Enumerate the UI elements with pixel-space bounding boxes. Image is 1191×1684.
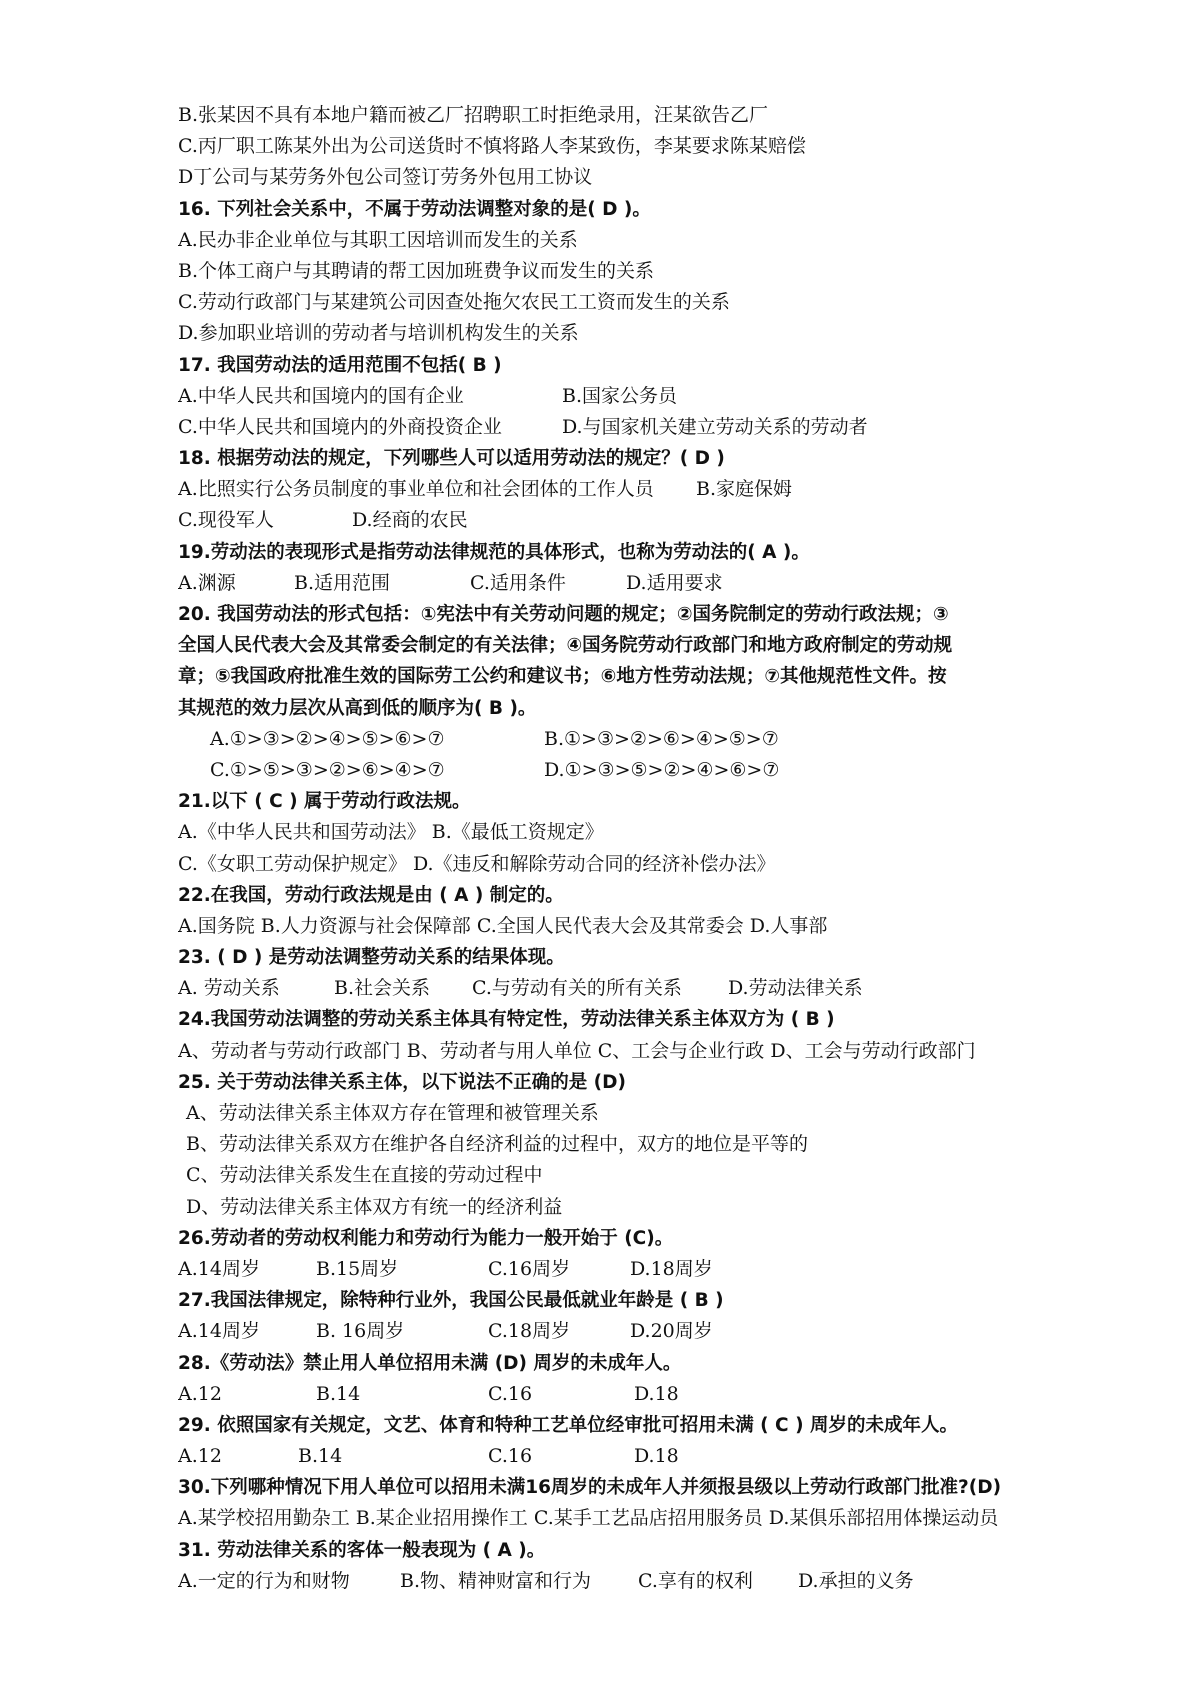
answer-option: A.中华人民共和国境内的国有企业: [178, 384, 464, 407]
question-stem-line: 29. 依照国家有关规定，文艺、体育和特种工艺单位经审批可招用未满 ( C ) 周岁的未成年人。: [178, 1414, 958, 1436]
answer-option: C.劳动行政部门与某建筑公司因查处拖欠农民工工资而发生的关系: [178, 291, 730, 314]
answer-options-line: [178, 1036, 1098, 1067]
answer-option: C.适用条件: [470, 571, 566, 594]
answer-option: D丁公司与某劳务外包公司签订劳务外包用工协议: [178, 166, 593, 189]
answer-options-line: [178, 505, 1098, 536]
answer-option: A.某学校招用勤杂工 B.某企业招用操作工 C.某手工艺品店招用服务员 D.某俱乐部招用体操运动员: [178, 1507, 999, 1530]
question-stem-line: 31. 劳动法律关系的客体一般表现为 ( A )。: [178, 1539, 546, 1561]
answer-option: B. 16周岁: [316, 1320, 405, 1343]
answer-options-line: [178, 568, 1098, 599]
question-stem-line: 20. 我国劳动法的形式包括：①宪法中有关劳动问题的规定；②国务院制定的劳动行政法规；③: [178, 604, 949, 625]
answer-options-line: [178, 412, 1098, 443]
answer-options-line: [178, 1254, 1098, 1285]
answer-options-line: [178, 1129, 1098, 1160]
answer-options-line: [178, 1503, 1098, 1534]
answer-option: C.16: [488, 1382, 533, 1405]
answer-option: D.①>③>⑤>②>④>⑥>⑦: [544, 758, 780, 781]
question-stem-line: 全国人民代表大会及其常委会制定的有关法律；④国务院劳动行政部门和地方政府制定的劳动规: [178, 635, 953, 657]
answer-options-line: [178, 817, 1098, 848]
answer-option: A.14周岁: [178, 1257, 260, 1280]
answer-option: D.18周岁: [630, 1257, 713, 1280]
answer-options-line: [178, 1316, 1098, 1347]
answer-option: C.现役军人: [178, 509, 274, 532]
answer-options-line: [178, 1566, 1098, 1597]
answer-options-line: [178, 755, 1098, 786]
answer-option: C.中华人民共和国境内的外商投资企业: [178, 415, 502, 438]
answer-option: A.比照实行公务员制度的事业单位和社会团体的工作人员: [178, 478, 654, 501]
question-stem-line: 19.劳动法的表现形式是指劳动法律规范的具体形式，也称为劳动法的( A )。: [178, 541, 810, 563]
question-stem-line: 章；⑤我国政府批准生效的国际劳工公约和建议书；⑥地方性劳动法规；⑦其他规范性文件。按: [178, 666, 947, 688]
answer-options-line: [178, 256, 1098, 287]
question-stem-line: 26.劳动者的劳动权利能力和劳动行为能力一般开始于 (C)。: [178, 1227, 674, 1249]
answer-options-line: [178, 1160, 1098, 1191]
answer-option: A.14周岁: [178, 1320, 260, 1343]
answer-option: D.适用要求: [626, 571, 723, 594]
answer-option: D.劳动法律关系: [728, 977, 863, 1000]
answer-options-line: [178, 225, 1098, 256]
question-stem-line: 25. 关于劳动法律关系主体，以下说法不正确的是 (D): [178, 1071, 626, 1093]
answer-option: B.物、精神财富和行为: [400, 1569, 592, 1592]
answer-option: B.家庭保姆: [696, 478, 793, 501]
answer-option: B.适用范围: [294, 571, 391, 594]
answer-option: A、劳动者与劳动行政部门 B、劳动者与用人单位 C、工会与企业行政 D、工会与劳动行政部门: [178, 1039, 976, 1062]
question-stem-line: 21.以下 ( C ) 属于劳动行政法规。: [178, 791, 471, 813]
answer-options-line: [178, 911, 1098, 942]
answer-option: C、劳动法律关系发生在直接的劳动过程中: [186, 1164, 543, 1187]
answer-option: A.12: [178, 1382, 222, 1405]
question-stem-line: 22.在我国，劳动行政法规是由 ( A ) 制定的。: [178, 884, 564, 906]
answer-option: D.承担的义务: [798, 1569, 914, 1592]
answer-option: B.社会关系: [334, 977, 431, 1000]
question-stem-line: 30.下列哪种情况下用人单位可以招用未满16周岁的未成年人并须报县级以上劳动行政部门批准?(D): [178, 1477, 1002, 1499]
answer-option: C.与劳动有关的所有关系: [472, 977, 682, 1000]
answer-option: B.个体工商户与其聘请的帮工因加班费争议而发生的关系: [178, 259, 655, 282]
question-stem-line: 18. 根据劳动法的规定，下列哪些人可以适用劳动法的规定？( D ): [178, 448, 725, 470]
answer-options-line: [178, 973, 1098, 1004]
answer-option: A、劳动法律关系主体双方存在管理和被管理关系: [186, 1102, 599, 1124]
answer-option: C.16周岁: [488, 1257, 571, 1280]
answer-option: B.15周岁: [316, 1257, 399, 1280]
answer-option: B.14: [298, 1445, 343, 1468]
question-list: [178, 100, 1098, 1597]
answer-option: A.12: [178, 1445, 222, 1468]
answer-option: A.《中华人民共和国劳动法》 B.《最低工资规定》: [178, 821, 604, 844]
answer-option: D、劳动法律关系主体双方有统一的经济利益: [186, 1195, 563, 1218]
question-stem-line: 27.我国法律规定，除特种行业外，我国公民最低就业年龄是 ( B ): [178, 1290, 724, 1312]
answer-options-line: [178, 1441, 1098, 1472]
answer-option: B.张某因不具有本地户籍而被乙厂招聘职工时拒绝录用，汪某欲告乙厂: [178, 104, 769, 126]
answer-option: D.参加职业培训的劳动者与培训机构发生的关系: [178, 322, 579, 345]
answer-option: D.与国家机关建立劳动关系的劳动者: [562, 415, 868, 438]
answer-options-line: [178, 1098, 1098, 1129]
answer-options-line: [178, 162, 1098, 193]
answer-option: A. 劳动关系: [178, 977, 280, 1000]
answer-option: C.①>⑤>③>②>⑥>④>⑦: [210, 758, 445, 781]
answer-option: A.渊源: [178, 571, 236, 594]
answer-option: B.国家公务员: [562, 384, 678, 407]
answer-options-line: [178, 100, 1098, 131]
answer-option: C.丙厂职工陈某外出为公司送货时不慎将路人李某致伤，李某要求陈某赔偿: [178, 135, 806, 158]
answer-options-line: [178, 318, 1098, 349]
question-stem-line: 23. ( D ) 是劳动法调整劳动关系的结果体现。: [178, 947, 565, 969]
answer-option: A.①>③>②>④>⑤>⑥>⑦: [210, 727, 445, 750]
answer-option: A.民办非企业单位与其职工因培训而发生的关系: [178, 228, 578, 251]
answer-option: A.国务院 B.人力资源与社会保障部 C.全国人民代表大会及其常委会 D.人事部: [178, 914, 828, 937]
answer-option: A.一定的行为和财物: [178, 1569, 350, 1592]
answer-option: C.16: [488, 1445, 533, 1468]
answer-option: C.18周岁: [488, 1320, 571, 1343]
answer-option: D.18: [634, 1445, 679, 1468]
answer-option: D.18: [634, 1382, 679, 1405]
answer-options-line: [178, 1192, 1098, 1223]
answer-options-line: [178, 724, 1098, 755]
answer-option: B.14: [316, 1382, 361, 1405]
answer-options-line: [178, 849, 1098, 880]
question-stem-line: 24.我国劳动法调整的劳动关系主体具有特定性，劳动法律关系主体双方为 ( B ): [178, 1009, 835, 1031]
question-stem-line: 其规范的效力层次从高到低的顺序为( B )。: [178, 697, 537, 719]
answer-options-line: [178, 381, 1098, 412]
answer-options-line: [178, 474, 1098, 505]
answer-option: B、劳动法律关系双方在维护各自经济利益的过程中，双方的地位是平等的: [186, 1133, 808, 1156]
answer-options-line: [178, 131, 1098, 162]
answer-option: C.享有的权利: [638, 1569, 753, 1592]
answer-option: B.①>③>②>⑥>④>⑤>⑦: [544, 727, 779, 750]
question-stem-line: 28.《劳动法》禁止用人单位招用未满 (D) 周岁的未成年人。: [178, 1352, 682, 1374]
answer-option: C.《女职工劳动保护规定》 D.《违反和解除劳动合同的经济补偿办法》: [178, 852, 776, 875]
question-stem-line: 17. 我国劳动法的适用范围不包括( B ): [178, 354, 502, 376]
question-stem-line: 16. 下列社会关系中，不属于劳动法调整对象的是( D )。: [178, 198, 651, 220]
answer-options-line: [178, 287, 1098, 318]
answer-option: D.20周岁: [630, 1320, 713, 1343]
answer-option: D.经商的农民: [352, 509, 468, 532]
answer-options-line: [178, 1379, 1098, 1410]
